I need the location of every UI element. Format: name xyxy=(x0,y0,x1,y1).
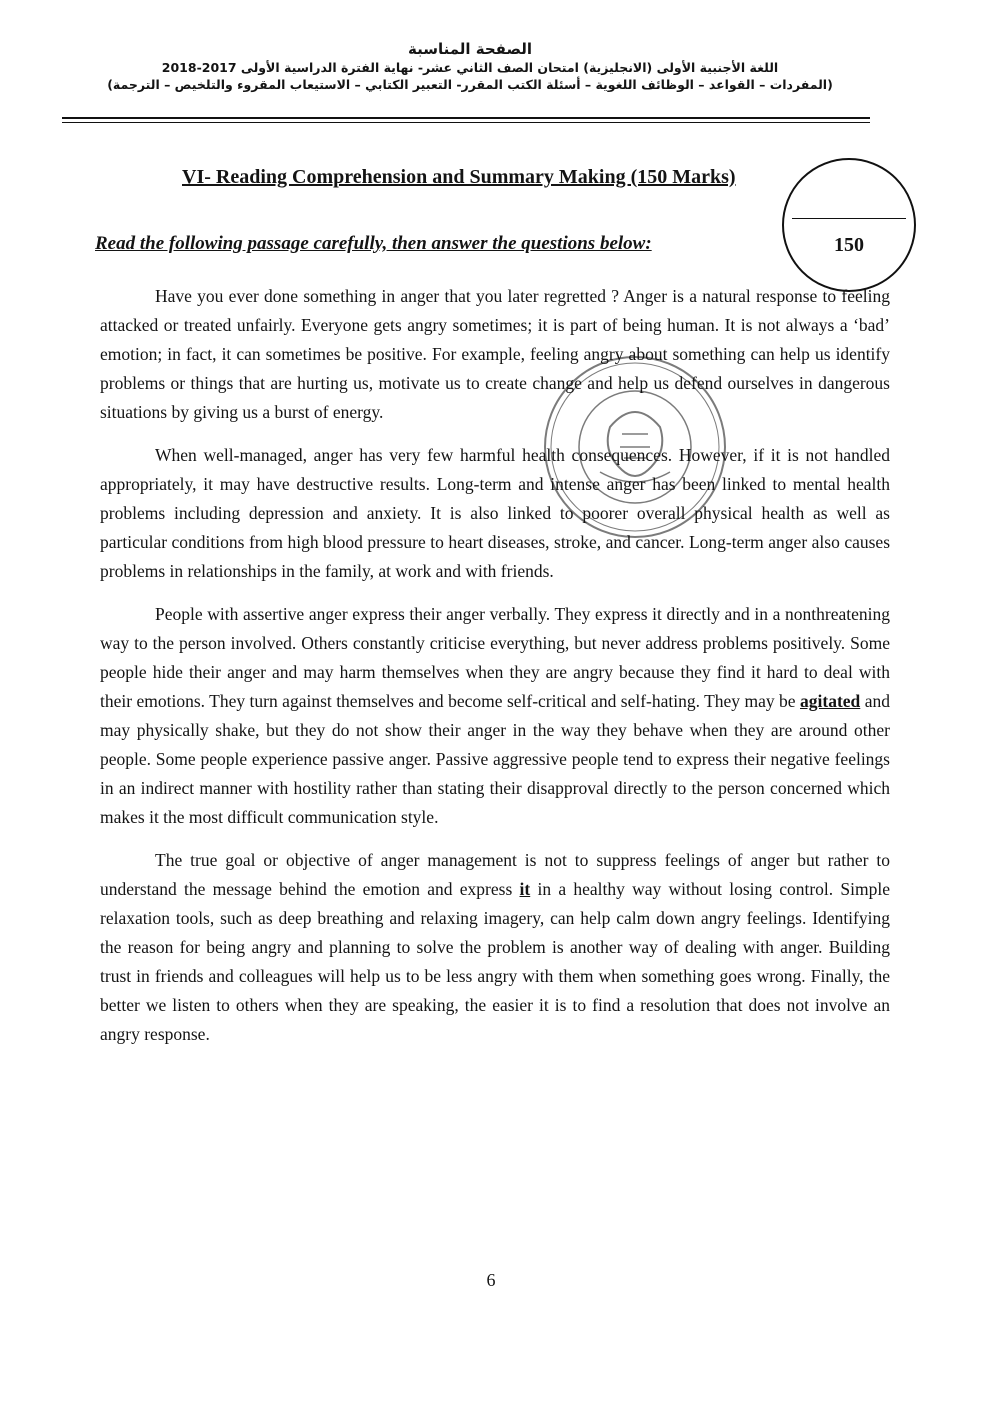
header-page-label: الصفحة المناسبة xyxy=(407,40,533,58)
section-title: VI- Reading Comprehension and Summary Making (150 Marks) xyxy=(182,166,736,188)
header-exam-title: اللغة الأجنبية الأولى (الانجليزية) امتحان الصف الثاني عشر- نهاية الفترة الدراسية الأولى 2017-2018 xyxy=(161,60,779,75)
passage-paragraph-4 xyxy=(100,846,890,1049)
reading-passage xyxy=(100,282,890,1063)
paragraph-3-text-b: and may physically shake, but they do not show their anger in the way they behave when they are around other people. Some people experience passive anger. Passive aggressive people tend to express their negative feelings in an indirect manner with hostility rather than stating their disapproval directly to the person concerned which makes it the most difficult communication style. xyxy=(100,691,890,827)
passage-paragraph-2: When well-managed, anger has very few harmful health consequences. However, if it is not handled appropriately, it may have destructive results. Long-term and intense anger has been linked to mental health problems including depression and anxiety. It is also linked to poorer overall physical health as well as particular conditions from high blood pressure to heart diseases, stroke, and cancer. Long-term anger also causes problems in relationships in the family, at work and with friends. xyxy=(100,445,890,581)
paragraph-3-text-a: People with assertive anger express their anger verbally. They express it directly and in a nonthreatening way to the person involved. Others constantly criticise everything, but never address problems positively. Some people hide their anger and may harm themselves when they are angry because they find it hard to deal with their emotions. They turn against themselves and become self-critical and self-hating. They may be xyxy=(100,604,890,711)
score-entry-line xyxy=(792,218,906,219)
page-number: 6 xyxy=(486,1270,496,1290)
official-seal-icon xyxy=(540,352,730,542)
score-total: 150 xyxy=(834,234,864,256)
score-box xyxy=(782,158,916,292)
instruction-text: Read the following passage carefully, then answer the questions below: xyxy=(95,233,652,254)
page-header xyxy=(60,40,880,92)
passage-paragraph-1: Have you ever done something in anger that you later regretted ? Anger is a natural response to feeling attacked or treated unfairly. Everyone gets angry sometimes; it is part of being human. It is not always a ‘bad’ emotion; in fact, it can sometimes be positive. For example, feeling angry about something can help us identify problems or things that are hurting us, motivate us to create change and help us defend ourselves in dangerous situations by giving us a burst of energy. xyxy=(100,286,890,422)
header-divider xyxy=(62,117,870,119)
paragraph-4-text-a: The true goal or objective of anger management is not to suppress feelings of anger but rather to understand the message behind the emotion and express xyxy=(100,850,890,899)
passage-paragraph-3 xyxy=(100,600,890,832)
paragraph-4-text-b: in a healthy way without losing control. Simple relaxation tools, such as deep breathing and relaxing imagery, can help calm down angry feelings. Identifying the reason for being angry and planning to solve the problem is another way of dealing with anger. Building trust in friends and colleagues will help us to be less angry with them when something goes wrong. Finally, the better we listen to others when they are speaking, the easier it is to find a resolution that does not involve an angry response. xyxy=(100,879,891,1044)
header-exam-sections: (المفردات – القواعد – الوظائف اللغوية – أسئلة الكتب المقرر- التعبير الكتابي – الاستيعاب المقروء والتلخيص – الترجمة) xyxy=(107,77,833,92)
underlined-word-it: it xyxy=(519,879,531,899)
underlined-word-agitated: agitated xyxy=(800,691,861,711)
header-divider-thin xyxy=(62,122,870,123)
